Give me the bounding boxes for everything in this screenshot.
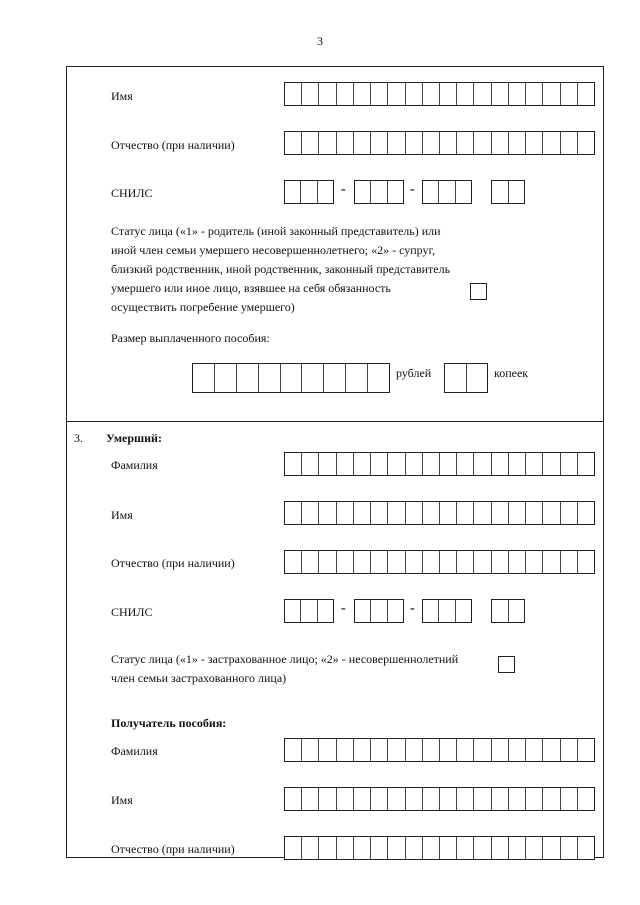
- char-cell[interactable]: [526, 453, 543, 475]
- char-cell[interactable]: [337, 788, 354, 810]
- char-cell[interactable]: [285, 181, 301, 203]
- char-cell[interactable]: [492, 788, 509, 810]
- char-cell[interactable]: [406, 837, 423, 859]
- rubles-field[interactable]: [192, 363, 390, 393]
- char-cell[interactable]: [354, 551, 371, 573]
- char-cell[interactable]: [319, 739, 336, 761]
- section-divider: [66, 421, 604, 422]
- char-cell[interactable]: [406, 788, 423, 810]
- char-cell[interactable]: [355, 600, 371, 622]
- char-cell[interactable]: [301, 181, 317, 203]
- char-cell[interactable]: [561, 132, 578, 154]
- page-number: 3: [317, 34, 323, 48]
- char-cell[interactable]: [543, 132, 560, 154]
- char-cell[interactable]: [509, 83, 526, 105]
- section-title: Умерший:: [106, 431, 162, 445]
- char-cell[interactable]: [474, 739, 491, 761]
- char-cell[interactable]: [526, 83, 543, 105]
- snils-label: СНИЛС: [111, 186, 153, 200]
- char-cell[interactable]: [302, 132, 319, 154]
- char-cell[interactable]: [509, 502, 526, 524]
- char-cell[interactable]: [457, 132, 474, 154]
- char-cell[interactable]: [406, 132, 423, 154]
- char-cell[interactable]: [319, 551, 336, 573]
- deceased-name-label: Имя: [111, 508, 133, 522]
- char-cell[interactable]: [543, 788, 560, 810]
- char-cell[interactable]: [423, 739, 440, 761]
- char-cell[interactable]: [509, 181, 525, 203]
- char-cell[interactable]: [543, 453, 560, 475]
- char-cell[interactable]: [543, 502, 560, 524]
- char-cell[interactable]: [440, 132, 457, 154]
- char-cell[interactable]: [337, 453, 354, 475]
- kopecks-label: копеек: [494, 366, 529, 380]
- char-cell[interactable]: [302, 364, 324, 392]
- char-cell[interactable]: [578, 132, 594, 154]
- char-cell[interactable]: [457, 502, 474, 524]
- char-cell[interactable]: [543, 83, 560, 105]
- char-cell[interactable]: [423, 551, 440, 573]
- char-cell[interactable]: [440, 453, 457, 475]
- char-cell[interactable]: [456, 181, 471, 203]
- char-cell[interactable]: [388, 502, 405, 524]
- char-cell[interactable]: [371, 788, 388, 810]
- char-cell[interactable]: [423, 132, 440, 154]
- char-cell[interactable]: [492, 83, 509, 105]
- snils-checksum[interactable]: [491, 180, 525, 204]
- char-cell[interactable]: [526, 132, 543, 154]
- recipient-name-field[interactable]: [284, 787, 595, 811]
- char-cell[interactable]: [509, 739, 526, 761]
- char-cell[interactable]: [337, 739, 354, 761]
- char-cell[interactable]: [423, 502, 440, 524]
- name-field[interactable]: [284, 82, 595, 106]
- char-cell[interactable]: [440, 739, 457, 761]
- char-cell[interactable]: [543, 837, 560, 859]
- char-cell[interactable]: [302, 788, 319, 810]
- char-cell[interactable]: [526, 551, 543, 573]
- char-cell[interactable]: [578, 83, 594, 105]
- status-checkbox-1[interactable]: [470, 283, 487, 300]
- char-cell[interactable]: [492, 551, 509, 573]
- char-cell[interactable]: [302, 83, 319, 105]
- char-cell[interactable]: [259, 364, 281, 392]
- char-cell[interactable]: [474, 551, 491, 573]
- deceased-snils-dash-2: -: [410, 601, 415, 616]
- char-cell[interactable]: [457, 83, 474, 105]
- rubles-label: рублей: [396, 366, 432, 380]
- char-cell[interactable]: [440, 502, 457, 524]
- char-cell[interactable]: [371, 132, 388, 154]
- char-cell[interactable]: [371, 837, 388, 859]
- char-cell[interactable]: [457, 739, 474, 761]
- deceased-snils-checksum[interactable]: [491, 599, 525, 623]
- deceased-snils-part-1[interactable]: [284, 599, 334, 623]
- char-cell[interactable]: [509, 453, 526, 475]
- deceased-snils-part-2[interactable]: [354, 599, 404, 623]
- char-cell[interactable]: [388, 132, 405, 154]
- char-cell[interactable]: [578, 453, 594, 475]
- char-cell[interactable]: [388, 788, 405, 810]
- char-cell[interactable]: [285, 453, 302, 475]
- char-cell[interactable]: [474, 453, 491, 475]
- status-checkbox-2[interactable]: [498, 656, 515, 673]
- char-cell[interactable]: [509, 600, 525, 622]
- char-cell[interactable]: [526, 739, 543, 761]
- char-cell[interactable]: [578, 837, 594, 859]
- snils-dash-2: -: [410, 182, 415, 197]
- char-cell[interactable]: [561, 83, 578, 105]
- char-cell[interactable]: [543, 739, 560, 761]
- char-cell[interactable]: [492, 739, 509, 761]
- char-cell[interactable]: [423, 181, 439, 203]
- patronymic-label: Отчество (при наличии): [111, 138, 235, 152]
- char-cell[interactable]: [319, 788, 336, 810]
- char-cell[interactable]: [474, 502, 491, 524]
- char-cell[interactable]: [354, 453, 371, 475]
- char-cell[interactable]: [445, 364, 467, 392]
- char-cell[interactable]: [355, 181, 371, 203]
- deceased-snils-part-3[interactable]: [422, 599, 472, 623]
- recipient-patronymic-field[interactable]: [284, 836, 595, 860]
- section-number: 3.: [74, 431, 83, 445]
- char-cell[interactable]: [319, 502, 336, 524]
- char-cell[interactable]: [302, 502, 319, 524]
- char-cell[interactable]: [319, 837, 336, 859]
- char-cell[interactable]: [388, 837, 405, 859]
- status-text-1: Статус лица («1» - родитель (иной законный представитель) или иной член семьи умершего несовершеннолетнего; «2» - супруг, близкий родственник, иной родственник, законный представитель умершего или иное лицо, взявшее на себя обязанность осуществить погребение умершего): [111, 224, 451, 314]
- char-cell[interactable]: [337, 551, 354, 573]
- char-cell[interactable]: [561, 453, 578, 475]
- snils-part-1[interactable]: [284, 180, 334, 204]
- status-text-2: Статус лица («1» - застрахованное лицо; «2» - несовершеннолетний член семьи застрахованного лица): [111, 652, 459, 685]
- char-cell[interactable]: [457, 551, 474, 573]
- char-cell[interactable]: [423, 453, 440, 475]
- char-cell[interactable]: [492, 600, 509, 622]
- char-cell[interactable]: [371, 181, 387, 203]
- char-cell[interactable]: [285, 502, 302, 524]
- char-cell[interactable]: [388, 83, 405, 105]
- char-cell[interactable]: [406, 83, 423, 105]
- name-label: Имя: [111, 89, 133, 103]
- char-cell[interactable]: [193, 364, 215, 392]
- char-cell[interactable]: [561, 551, 578, 573]
- char-cell[interactable]: [371, 600, 387, 622]
- char-cell[interactable]: [371, 502, 388, 524]
- char-cell[interactable]: [423, 837, 440, 859]
- char-cell[interactable]: [371, 551, 388, 573]
- char-cell[interactable]: [324, 364, 346, 392]
- char-cell[interactable]: [440, 788, 457, 810]
- char-cell[interactable]: [526, 788, 543, 810]
- char-cell[interactable]: [354, 502, 371, 524]
- char-cell[interactable]: [354, 132, 371, 154]
- recipient-surname-field[interactable]: [284, 738, 595, 762]
- char-cell[interactable]: [406, 551, 423, 573]
- char-cell[interactable]: [285, 837, 302, 859]
- deceased-snils-dash-1: -: [341, 601, 346, 616]
- char-cell[interactable]: [215, 364, 237, 392]
- snils-dash-1: -: [341, 182, 346, 197]
- char-cell[interactable]: [492, 181, 509, 203]
- recipient-name-label: Имя: [111, 793, 133, 807]
- char-cell[interactable]: [318, 600, 333, 622]
- char-cell[interactable]: [578, 502, 594, 524]
- char-cell[interactable]: [406, 502, 423, 524]
- char-cell[interactable]: [302, 453, 319, 475]
- char-cell[interactable]: [457, 453, 474, 475]
- char-cell[interactable]: [578, 551, 594, 573]
- allowance-label: Размер выплаченного пособия:: [111, 331, 270, 345]
- char-cell[interactable]: [509, 837, 526, 859]
- char-cell[interactable]: [561, 502, 578, 524]
- char-cell[interactable]: [285, 83, 302, 105]
- char-cell[interactable]: [371, 453, 388, 475]
- char-cell[interactable]: [237, 364, 259, 392]
- char-cell[interactable]: [302, 739, 319, 761]
- char-cell[interactable]: [509, 551, 526, 573]
- char-cell[interactable]: [492, 453, 509, 475]
- deceased-patronymic-field[interactable]: [284, 550, 595, 574]
- char-cell[interactable]: [561, 837, 578, 859]
- char-cell[interactable]: [302, 551, 319, 573]
- char-cell[interactable]: [388, 551, 405, 573]
- char-cell[interactable]: [492, 837, 509, 859]
- char-cell[interactable]: [337, 837, 354, 859]
- char-cell[interactable]: [543, 551, 560, 573]
- char-cell[interactable]: [337, 83, 354, 105]
- snils-part-3[interactable]: [422, 180, 472, 204]
- char-cell[interactable]: [368, 364, 389, 392]
- char-cell[interactable]: [406, 739, 423, 761]
- char-cell[interactable]: [526, 502, 543, 524]
- char-cell[interactable]: [474, 788, 491, 810]
- char-cell[interactable]: [319, 132, 336, 154]
- char-cell[interactable]: [578, 788, 594, 810]
- char-cell[interactable]: [285, 739, 302, 761]
- char-cell[interactable]: [388, 600, 403, 622]
- char-cell[interactable]: [439, 181, 455, 203]
- char-cell[interactable]: [578, 739, 594, 761]
- char-cell[interactable]: [406, 453, 423, 475]
- char-cell[interactable]: [301, 600, 317, 622]
- char-cell[interactable]: [346, 364, 368, 392]
- char-cell[interactable]: [457, 837, 474, 859]
- char-cell[interactable]: [285, 600, 301, 622]
- char-cell[interactable]: [492, 132, 509, 154]
- char-cell[interactable]: [319, 83, 336, 105]
- char-cell[interactable]: [492, 502, 509, 524]
- deceased-snils-label: СНИЛС: [111, 605, 153, 619]
- char-cell[interactable]: [281, 364, 303, 392]
- deceased-patronymic-label: Отчество (при наличии): [111, 556, 235, 570]
- recipient-patronymic-label: Отчество (при наличии): [111, 842, 235, 856]
- char-cell[interactable]: [440, 551, 457, 573]
- char-cell[interactable]: [440, 83, 457, 105]
- char-cell[interactable]: [388, 181, 403, 203]
- char-cell[interactable]: [337, 502, 354, 524]
- char-cell[interactable]: [561, 788, 578, 810]
- char-cell[interactable]: [474, 837, 491, 859]
- char-cell[interactable]: [302, 837, 319, 859]
- char-cell[interactable]: [318, 181, 333, 203]
- recipient-surname-label: Фамилия: [111, 744, 158, 758]
- char-cell[interactable]: [337, 132, 354, 154]
- snils-part-2[interactable]: [354, 180, 404, 204]
- char-cell[interactable]: [467, 364, 488, 392]
- char-cell[interactable]: [509, 132, 526, 154]
- char-cell[interactable]: [457, 788, 474, 810]
- char-cell[interactable]: [354, 788, 371, 810]
- char-cell[interactable]: [561, 739, 578, 761]
- char-cell[interactable]: [526, 837, 543, 859]
- char-cell[interactable]: [371, 739, 388, 761]
- patronymic-field[interactable]: [284, 131, 595, 155]
- char-cell[interactable]: [456, 600, 471, 622]
- char-cell[interactable]: [423, 83, 440, 105]
- char-cell[interactable]: [509, 788, 526, 810]
- char-cell[interactable]: [319, 453, 336, 475]
- char-cell[interactable]: [371, 83, 388, 105]
- char-cell[interactable]: [439, 600, 455, 622]
- deceased-surname-field[interactable]: [284, 452, 595, 476]
- char-cell[interactable]: [388, 739, 405, 761]
- kopecks-field[interactable]: [444, 363, 488, 393]
- char-cell[interactable]: [354, 837, 371, 859]
- char-cell[interactable]: [474, 132, 491, 154]
- deceased-name-field[interactable]: [284, 501, 595, 525]
- char-cell[interactable]: [423, 600, 439, 622]
- char-cell[interactable]: [440, 837, 457, 859]
- deceased-surname-label: Фамилия: [111, 458, 158, 472]
- char-cell[interactable]: [354, 83, 371, 105]
- char-cell[interactable]: [285, 132, 302, 154]
- char-cell[interactable]: [285, 788, 302, 810]
- char-cell[interactable]: [285, 551, 302, 573]
- char-cell[interactable]: [388, 453, 405, 475]
- char-cell[interactable]: [354, 739, 371, 761]
- char-cell[interactable]: [474, 83, 491, 105]
- recipient-title: Получатель пособия:: [111, 716, 227, 730]
- char-cell[interactable]: [423, 788, 440, 810]
